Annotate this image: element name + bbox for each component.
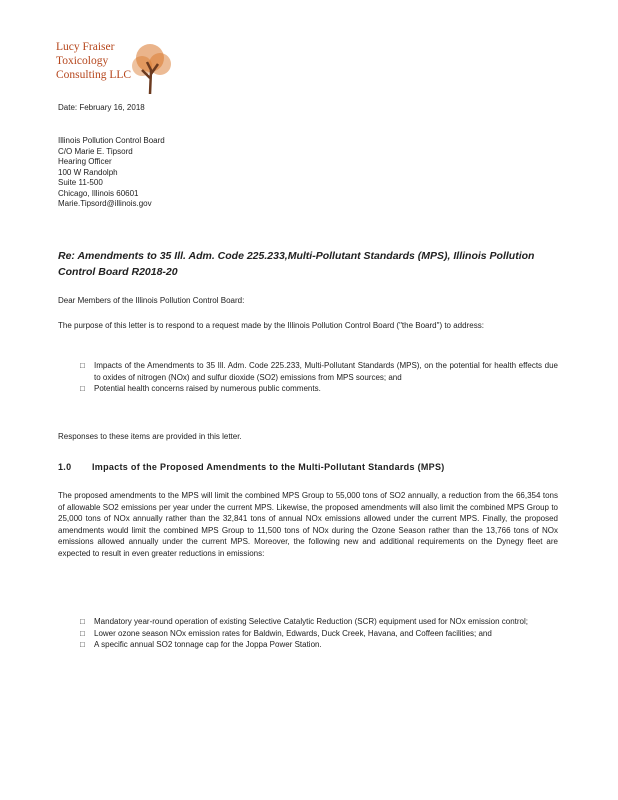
logo-line-1: Lucy Fraiser — [56, 41, 115, 53]
section-paragraph: The proposed amendments to the MPS will limit the combined MPS Group to 55,000 tons of SO2 annually, a reduction from the 66,354 tons of allowable SO2 emissions per year under the current MPS. Likewise, the proposed amendments will also limit the combined MPS Group to 25,000 tons of NOx annually rather than the 32,841 tons of annual NOx emissions allowed under the current MPS. Finally, the proposed amendments would limit the combined MPS Group to 11,500 tons of NOx during the Ozone Season rather than the 13,766 tons of NOx emissions allowed annually under the current MPS. Moreover, the following new and additional requirements on the Dynegy fleet are expected to result in even greater reductions in emissions: — [58, 491, 558, 558]
address-line: Hearing Officer — [58, 157, 112, 166]
bullet-icon: □ — [80, 628, 85, 638]
section-bullet-list — [80, 616, 558, 651]
purpose-bullet-list — [80, 360, 558, 395]
section-heading — [58, 462, 445, 472]
bullet-icon: □ — [80, 384, 85, 394]
bullet-text: Impacts of the Amendments to 35 Ill. Adm. Code 225.233, Multi-Pollutant Standards (MPS), on the potential for health effects due to oxides of nitrogen (NOx) and sulfur dioxide (SO2) emissions from MPS sources; and — [94, 361, 558, 382]
purpose-paragraph: The purpose of this letter is to respond to a request made by the Illinois Pollution Control Board ("the Board") to address: — [58, 321, 484, 330]
tree-icon — [120, 40, 176, 96]
list-item — [80, 628, 558, 640]
address-line: Illinois Pollution Control Board — [58, 136, 165, 145]
bullet-text: Potential health concerns raised by numerous public comments. — [94, 384, 321, 394]
address-line: 100 W Randolph — [58, 167, 118, 177]
bullet-icon: □ — [80, 617, 85, 626]
responses-line: Responses to these items are provided in this letter. — [58, 432, 242, 441]
address-line: Chicago, Illinois 60601 — [58, 188, 139, 198]
date-line: Date: February 16, 2018 — [58, 103, 145, 112]
list-item — [80, 616, 558, 628]
address-line: Suite 11-500 — [58, 178, 103, 187]
address-line: C/O Marie E. Tipsord — [58, 146, 133, 156]
list-item — [80, 360, 558, 383]
company-logo — [56, 40, 172, 96]
subject-line: Re: Amendments to 35 Ill. Adm. Code 225.233,Multi-Pollutant Standards (MPS), Illinois Pollution Control Board R2018-20 — [58, 250, 535, 278]
logo-line-3: Consulting LLC — [56, 69, 132, 81]
list-item — [80, 383, 558, 395]
section-number: 1.0 — [58, 462, 72, 472]
list-item — [80, 639, 558, 651]
email-link[interactable]: Marie.Tipsord@illinois.gov — [58, 199, 152, 208]
section-title: Impacts of the Proposed Amendments to the Multi-Pollutant Standards (MPS) — [92, 462, 445, 472]
recipient-address — [58, 136, 165, 210]
bullet-text: Mandatory year-round operation of existing Selective Catalytic Reduction (SCR) equipment used for NOx emission control; — [94, 617, 528, 626]
bullet-text: A specific annual SO2 tonnage cap for the Joppa Power Station. — [94, 640, 322, 650]
logo-line-2: Toxicology — [56, 55, 109, 67]
bullet-icon: □ — [80, 640, 85, 650]
salutation: Dear Members of the Illinois Pollution Control Board: — [58, 296, 245, 305]
bullet-icon: □ — [80, 361, 85, 370]
bullet-text: Lower ozone season NOx emission rates for Baldwin, Edwards, Duck Creek, Havana, and Coffeen facilities; and — [94, 628, 492, 638]
